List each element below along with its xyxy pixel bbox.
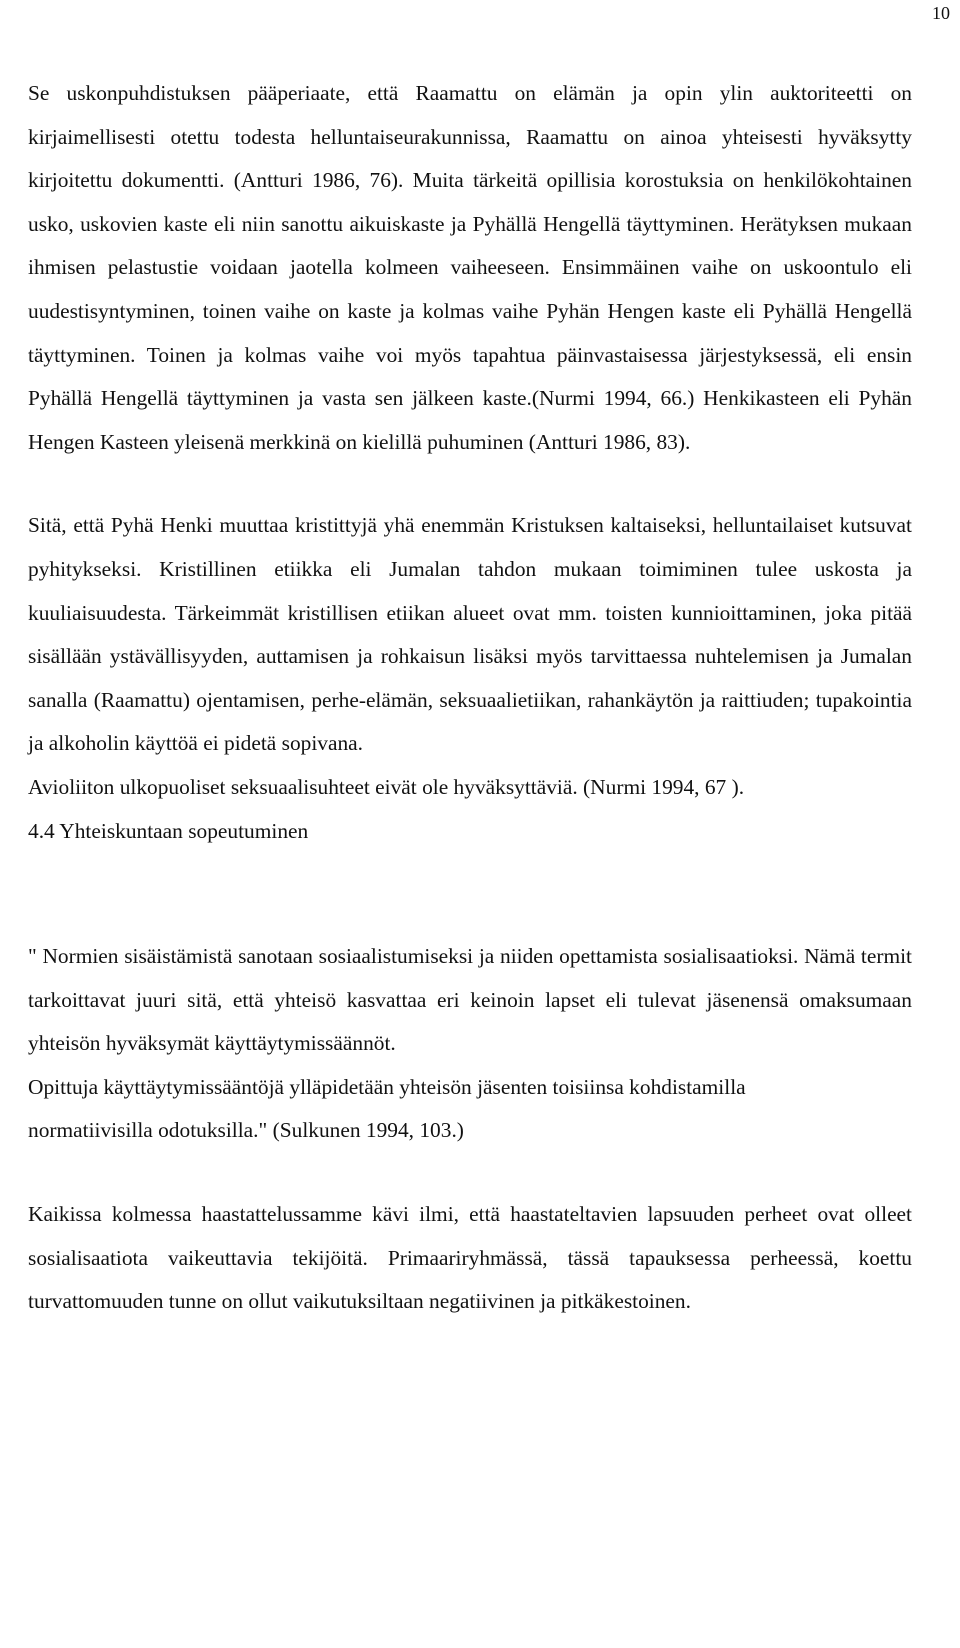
- paragraph-pentecostal-doctrine: Se uskonpuhdistuksen pääperiaate, että Raamattu on elämän ja opin ylin auktoriteetti on kirjaimellisesti otettu todesta helluntaiseurakunnissa, Raamattu on ainoa yhteisesti hyväksytty kirjoitettu dokumentti. (Antturi 1986, 76). Muita tärkeitä opillisia korostuksia on henkilökohtainen usko, uskovien kaste eli niin sanottu aikuiskaste ja Pyhällä Hengellä täyttyminen. Herätyksen mukaan ihmisen pelastustie voidaan jaotella kolmeen vaiheeseen. Ensimmäinen vaihe on uskoontulo eli uudestisyntyminen, toinen vaihe on kaste ja kolmas vaihe Pyhän Hengen kaste eli Pyhällä Hengellä täyttyminen. Toinen ja kolmas vaihe voi myös tapahtua päinvastaisessa järjestyksessä, eli ensin Pyhällä Hengellä täyttyminen ja vasta sen jälkeen kaste.(Nurmi 1994, 66.) Henkikasteen eli Pyhän Hengen Kasteen yleisenä merkkinä on kielillä puhuminen (Antturi 1986, 83).: [28, 81, 912, 454]
- paragraph-sanctification-ethics-last-line: Avioliiton ulkopuoliset seksuaalisuhteet eivät ole hyväksyttäviä. (Nurmi 1994, 67 ).: [28, 774, 745, 799]
- quote-block: [28, 935, 912, 1153]
- page-content: [28, 72, 912, 1324]
- quote-paragraph-part-1: " Normien sisäistämistä sanotaan sosiaalistumiseksi ja niiden opettamista sosialisaatioksi. Nämä termit tarkoittavat juuri sitä, että yhteisö kasvattaa eri keinoin lapset eli tulevat jäsenensä omaksumaan yhteisön hyväksymät käyttäytymissäännöt.: [28, 944, 912, 1056]
- quote-paragraph-line-2: Opittuja käyttäytymissääntöjä ylläpidetään yhteisön jäsenten toisiinsa kohdistamilla: [28, 1074, 746, 1099]
- paragraph-interview-findings: Kaikissa kolmessa haastattelussamme kävi ilmi, että haastateltavien lapsuuden perheet ovat olleet sosialisaatiota vaikeuttavia tekijöitä. Primaariryhmässä, tässä tapauksessa perheessä, koettu turvattomuuden tunne on ollut vaikutuksiltaan negatiivinen ja pitkäkestoinen.: [28, 1202, 912, 1314]
- page-number: 10: [932, 3, 950, 23]
- paragraph-sanctification-ethics: Sitä, että Pyhä Henki muuttaa kristittyjä yhä enemmän Kristuksen kaltaiseksi, helluntailaiset kutsuvat pyhitykseksi. Kristillinen etiikka eli Jumalan tahdon mukaan toimiminen tulee uskosta ja kuuliaisuudesta. Tärkeimmät kristillisen etiikan alueet ovat mm. toisten kunnioittaminen, joka pitää sisällään ystävällisyyden, auttamisen ja rohkaisun lisäksi myös tarvittaessa nuhtelemisen ja Jumalan sanalla (Raamattu) ojentamisen, perhe-elämän, seksuaalietiikan, rahankäytön ja raittiuden; tupakointia ja alkoholin käyttöä ei pidetä sopivana.: [28, 513, 912, 756]
- section-heading: 4.4 Yhteiskuntaan sopeutuminen: [28, 818, 309, 843]
- quote-paragraph-line-3: normatiivisilla odotuksilla." (Sulkunen 1994, 103.): [28, 1118, 464, 1143]
